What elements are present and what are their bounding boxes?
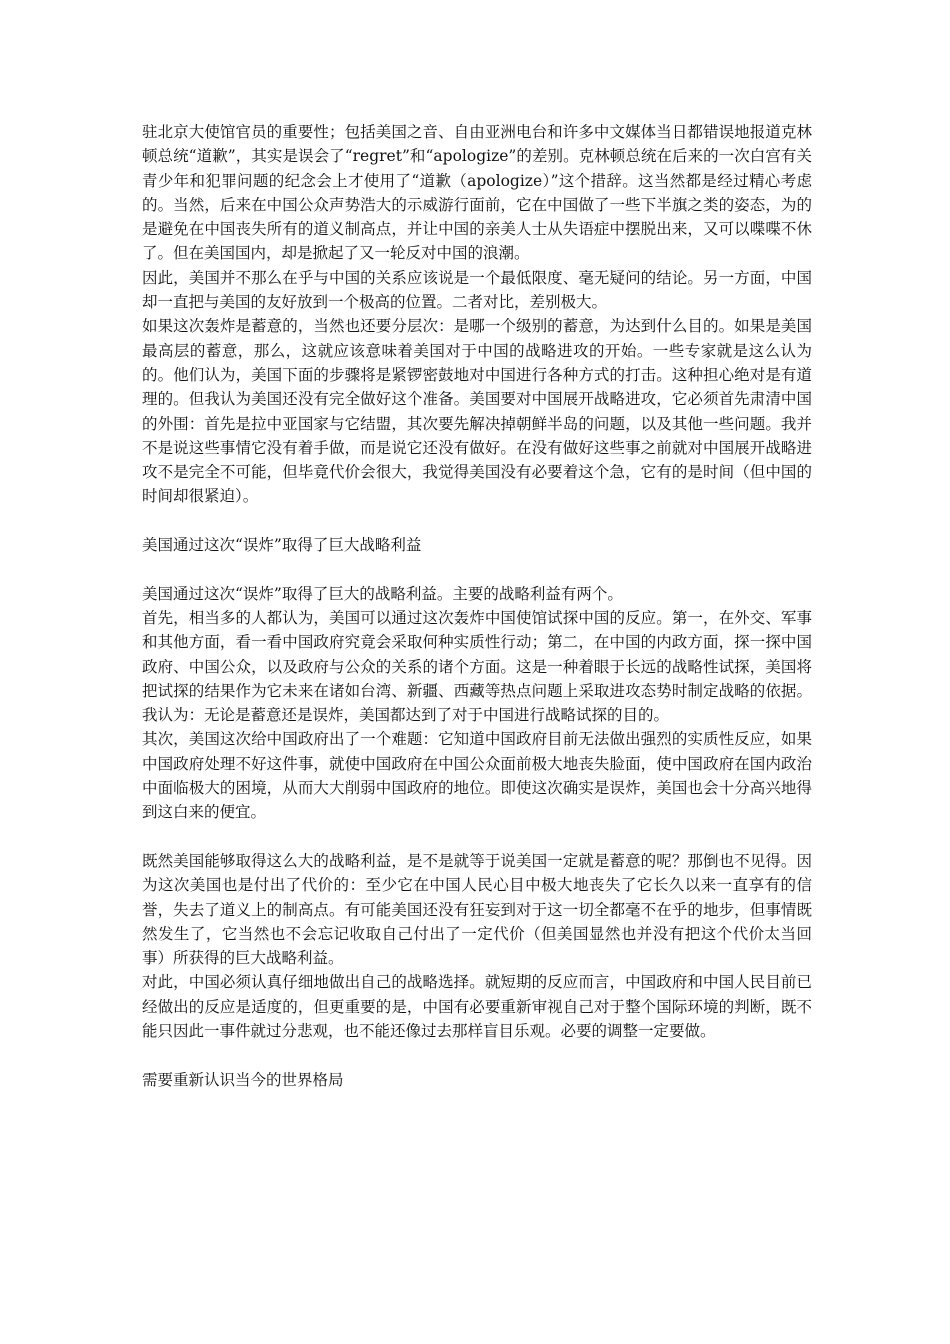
paragraph: 美国通过这次“误炸”取得了巨大的战略利益。主要的战略利益有两个。	[142, 584, 623, 603]
section-heading: 美国通过这次“误炸”取得了巨大战略利益	[142, 536, 422, 555]
paragraph: 对此，中国必须认真仔细地做出自己的战略选择。就短期的反应而言，中国政府和中国人民目前已经做出的反应是适度的，但更重要的是，中国有必要重新审视自己对于整个国际环境的判断，既不能只因此一事件就过分悲观，也不能还像过去那样盲目乐观。必要的调整一定要做。	[142, 973, 812, 1040]
blank-line	[142, 1043, 812, 1067]
document-body	[142, 120, 812, 1092]
blank-line	[142, 557, 812, 581]
paragraph: 其次，美国这次给中国政府出了一个难题：它知道中国政府目前无法做出强烈的实质性反应，如果中国政府处理不好这件事，就使中国政府在中国公众面前极大地丧失脸面，使中国政府在国内政治中面临极大的困境，从而大大削弱中国政府的地位。即使这次确实是误炸，美国也会十分高兴地得到这白来的便宜。	[142, 730, 812, 822]
blank-line	[142, 509, 812, 533]
section-heading: 需要重新认识当今的世界格局	[142, 1070, 344, 1089]
paragraph: 首先，相当多的人都认为，美国可以通过这次轰炸中国使馆试探中国的反应。第一，在外交、军事和其他方面，看一看中国政府究竟会采取何种实质性行动；第二，在中国的内政方面，探一探中国政府、中国公众，以及政府与公众的关系的诸个方面。这是一种着眼于长远的战略性试探，美国将把试探的结果作为它未来在诸如台湾、新疆、西藏等热点问题上采取进攻态势时制定战略的依据。我认为：无论是蓄意还是误炸，美国都达到了对于中国进行战略试探的目的。	[142, 608, 812, 725]
paragraph: 既然美国能够取得这么大的战略利益，是不是就等于说美国一定就是蓄意的呢？那倒也不见得。因为这次美国也是付出了代价的：至少它在中国人民心目中极大地丧失了它长久以来一直享有的信誉，失去了道义上的制高点。有可能美国还没有狂妄到对于这一切全都毫不在乎的地步，但事情既然发生了，它当然也不会忘记收取自己付出了一定代价（但美国显然也并没有把这个代价太当回事）所获得的巨大战略利益。	[142, 851, 812, 968]
paragraph: 因此，美国并不那么在乎与中国的关系应该说是一个最低限度、毫无疑问的结论。另一方面，中国却一直把与美国的友好放到一个极高的位置。二者对比，差别极大。	[142, 268, 812, 312]
blank-line	[142, 825, 812, 849]
paragraph: 如果这次轰炸是蓄意的，当然也还要分层次：是哪一个级别的蓄意，为达到什么目的。如果是美国最高层的蓄意，那么，这就应该意味着美国对于中国的战略进攻的开始。一些专家就是这么认为的。他们认为，美国下面的步骤将是紧锣密鼓地对中国进行各种方式的打击。这种担心绝对是有道理的。但我认为美国还没有完全做好这个准备。美国要对中国展开战略进攻，它必须首先肃清中国的外围：首先是拉中亚国家与它结盟，其次要先解决掉朝鲜半岛的问题，以及其他一些问题。我并不是说这些事情它没有着手做，而是说它还没有做好。在没有做好这些事之前就对中国展开战略进攻不是完全不可能，但毕竟代价会很大，我觉得美国没有必要着这个急，它有的是时间（但中国的时间却很紧迫）。	[142, 317, 812, 506]
paragraph: 驻北京大使馆官员的重要性；包括美国之音、自由亚洲电台和许多中文媒体当日都错误地报道克林顿总统“道歉”，其实是误会了“regret”和“apologize”的差别。克林顿总统在后来的一次白宫有关青少年和犯罪问题的纪念会上才使用了“道歉（apologize）”这个措辞。这当然都是经过精心考虑的。当然，后来在中国公众声势浩大的示威游行面前，它在中国做了一些下半旗之类的姿态，为的是避免在中国丧失所有的道义制高点，并让中国的亲美人士从失语症中摆脱出来，又可以喋喋不休了。但在美国国内，却是掀起了又一轮反对中国的浪潮。	[142, 123, 812, 263]
